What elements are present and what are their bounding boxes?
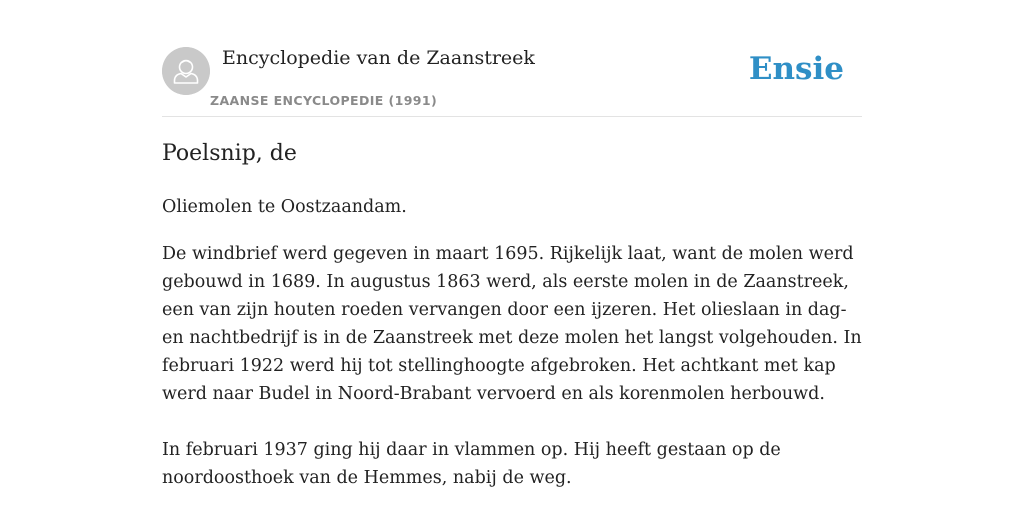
user-silhouette-icon [162,47,210,95]
article-lead: Oliemolen te Oostzaandam. [162,197,407,217]
brand-logo-link[interactable]: Ensie [748,51,844,87]
article-paragraph: In februari 1937 ging hij daar in vlammen op. Hij heeft gestaan op de noordoosthoek van de Hemmes, nabij de weg. [162,440,781,488]
source-title[interactable]: Encyclopedie van de Zaanstreek [222,47,535,69]
article-body [162,193,862,511]
source-header [162,0,862,117]
avatar [162,47,210,95]
article-paragraph: De windbrief werd gegeven in maart 1695. Rijkelijk laat, want de molen werd gebouwd in 1689. In augustus 1863 werd, als eerste molen in de Zaanstreek, een van zijn houten roeden vervangen door een ijzeren. Het olieslaan in dag- en nachtbedrijf is in de Zaanstreek met deze molen het langst volgehouden. In februari 1922 werd hij tot stellinghoogte afgebroken. Het achtkant met kap werd naar Budel in Noord-Brabant vervoerd en als korenmolen herbouwd. [162,244,862,404]
content [162,0,862,488]
article-title: Poelsnip, de [162,141,297,166]
source-subtitle: ZAANSE ENCYCLOPEDIE (1991) [210,93,438,108]
